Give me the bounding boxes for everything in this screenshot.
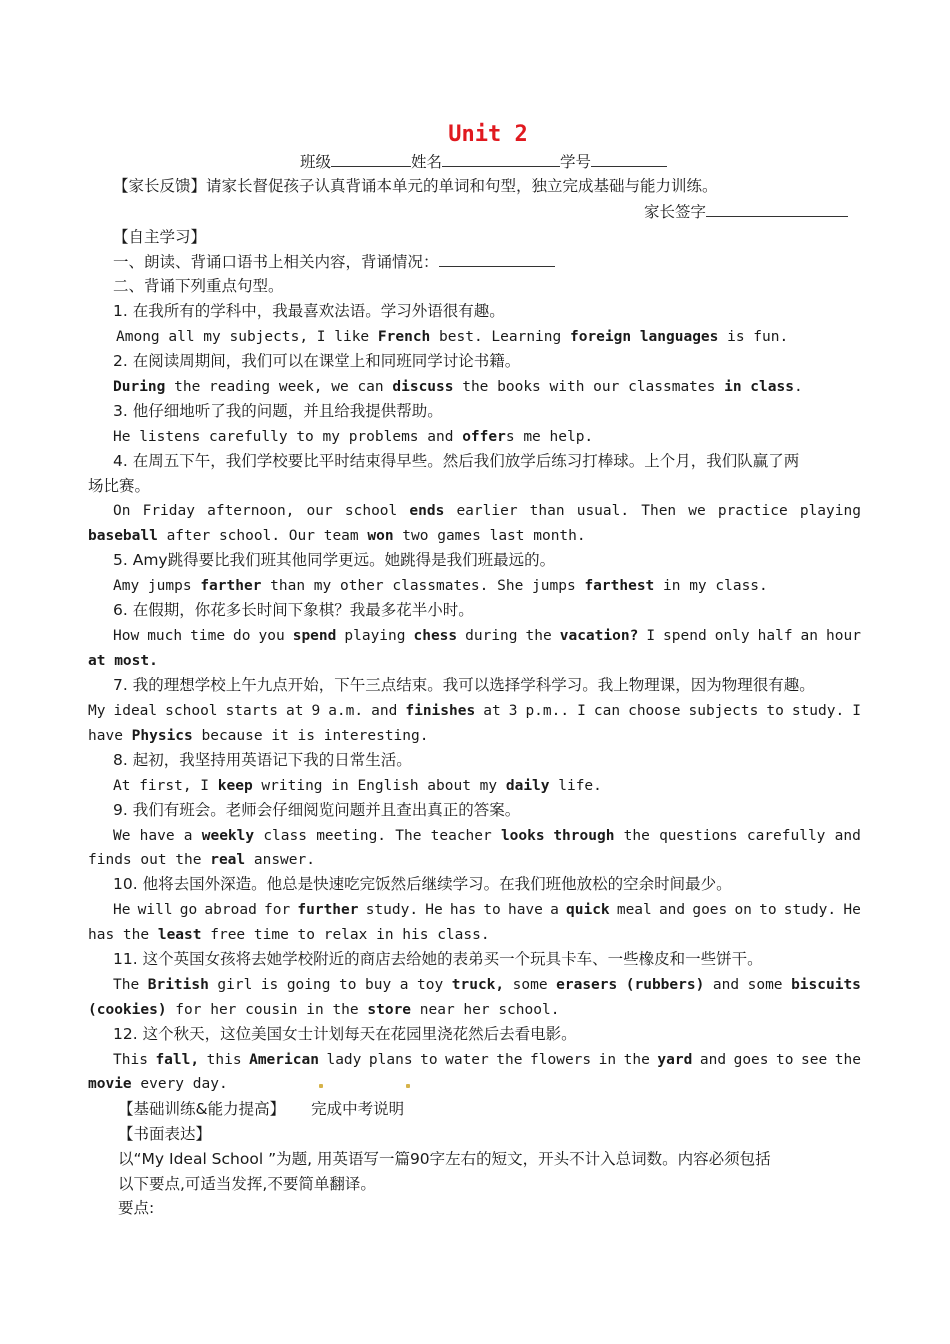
text-run: life. xyxy=(549,778,602,794)
word: much xyxy=(147,628,183,644)
text-run: best. Learning xyxy=(430,329,570,345)
sentence-3-english xyxy=(113,428,593,446)
word: the xyxy=(623,828,650,844)
word: flowers xyxy=(530,1052,592,1068)
sentence-2-chinese: 2. 在阅读周期间，我们可以在课堂上和同班同学讨论书籍。 xyxy=(113,352,521,370)
sentence-1-chinese: 1. 在我所有的学科中，我最喜欢法语。学习外语很有趣。 xyxy=(113,302,505,320)
word: can xyxy=(593,703,621,719)
key-word: in class xyxy=(724,379,794,395)
class-label: 班级 xyxy=(300,153,332,171)
word: and xyxy=(834,828,861,844)
text-run: Among all my subjects, I like xyxy=(116,329,378,345)
sentence-1-english xyxy=(116,328,788,346)
word: and xyxy=(712,977,740,993)
text-run: after school. Our team xyxy=(157,528,368,544)
key-word: During xyxy=(113,379,166,395)
parent-sign-line xyxy=(644,202,848,221)
word: class xyxy=(263,828,307,844)
text-run: than my other classmates. She jumps xyxy=(261,578,585,594)
word: ideal xyxy=(113,703,158,719)
word: study. xyxy=(365,902,419,918)
sentence-11-english-b xyxy=(88,1001,559,1019)
word: water xyxy=(445,1052,489,1068)
word: only xyxy=(714,628,750,644)
sentence-5-english xyxy=(113,577,768,595)
key-word: further xyxy=(297,902,359,918)
word: playing xyxy=(344,628,406,644)
marker-dot xyxy=(319,1084,323,1088)
word: a.m. xyxy=(328,703,364,719)
word: afternoon, xyxy=(207,503,295,519)
word: toy xyxy=(417,977,444,993)
key-word: truck, xyxy=(451,977,505,993)
word: at xyxy=(483,703,501,719)
word: a xyxy=(183,828,193,844)
sentence-10-chinese: 10. 他将去国外深造。他总是快速吃完饭然后继续学习。在我们班他放松的空余时间最少。 xyxy=(113,875,732,893)
key-word: French xyxy=(377,329,431,345)
sentence-7-english-a xyxy=(88,702,861,720)
word: our xyxy=(306,503,333,519)
key-word: looks through xyxy=(500,828,615,844)
key-word: (cookies) xyxy=(88,1002,167,1018)
word: He xyxy=(113,902,131,918)
word: choose xyxy=(628,703,681,719)
text-run: because it is interesting. xyxy=(192,728,429,744)
word: carefully xyxy=(746,828,826,844)
id-blank[interactable] xyxy=(591,152,667,167)
word: study. xyxy=(783,902,837,918)
sentence-11-english-a xyxy=(113,976,861,994)
word: goes xyxy=(733,1052,769,1068)
sentence-11-chinese: 11. 这个英国女孩将去她学校附近的商店去给她的表弟买一个玩具卡车、一些橡皮和一些饼干。 xyxy=(113,950,763,968)
text-run: . xyxy=(793,379,803,395)
sentence-8-english xyxy=(113,777,602,795)
sentence-12-english-a xyxy=(113,1051,861,1069)
self-study-item-1-text: 一、朗读、背诵口语书上相关内容，背诵情况： xyxy=(113,253,439,271)
word: meeting. xyxy=(316,828,387,844)
word: school xyxy=(344,503,398,519)
word: questions xyxy=(659,828,738,844)
word: The xyxy=(395,828,422,844)
self-study-heading: 【自主学习】 xyxy=(113,228,207,246)
word: starts xyxy=(225,703,278,719)
key-word: at most. xyxy=(88,653,158,669)
sentence-3-chinese: 3. 他仔细地听了我的问题，并且给我提供帮助。 xyxy=(113,402,443,420)
word: in xyxy=(598,1052,617,1068)
word: playing xyxy=(799,503,861,519)
word: How xyxy=(113,628,140,644)
word: is xyxy=(260,977,279,993)
key-word: biscuits xyxy=(791,977,861,993)
word: and xyxy=(371,703,398,719)
marker-dot xyxy=(406,1084,410,1088)
word: subjects xyxy=(688,703,759,719)
word: to xyxy=(339,977,357,993)
word: Friday xyxy=(142,503,195,519)
sentence-7-chinese: 7. 我的理想学校上午九点开始，下午三点结束。我可以选择学科学习。我上物理课，因为物理很有趣。 xyxy=(113,676,815,694)
sentence-5-chinese: 5. Amy跳得要比我们班其他同学更远。她跳得是我们班最远的。 xyxy=(113,551,556,569)
text-run: Amy jumps xyxy=(113,578,201,594)
word: at xyxy=(285,703,304,719)
training-text: 完成中考说明 xyxy=(311,1100,405,1118)
word: to xyxy=(483,902,501,918)
key-word: discuss xyxy=(392,379,454,395)
word: lady xyxy=(326,1052,362,1068)
word: teacher xyxy=(430,828,492,844)
text-run: the books with our classmates xyxy=(453,379,725,395)
word: meal xyxy=(616,902,652,918)
key-word: movie xyxy=(88,1076,132,1092)
word: will xyxy=(137,902,173,918)
word: on xyxy=(734,902,752,918)
key-word: least xyxy=(157,927,202,943)
word: do xyxy=(233,628,251,644)
word: I xyxy=(852,703,861,719)
key-word: quick xyxy=(566,902,610,918)
word: some xyxy=(512,977,548,993)
key-word: finishes xyxy=(405,703,476,719)
text-run: is fun. xyxy=(718,329,789,345)
word: this xyxy=(206,1052,242,1068)
word: 3 xyxy=(508,703,518,719)
word: goes xyxy=(692,902,728,918)
text-run: the reading week, we can xyxy=(165,379,393,395)
key-word: (rubbers) xyxy=(625,977,705,993)
word: We xyxy=(113,828,131,844)
word: than xyxy=(529,503,565,519)
word: the xyxy=(496,1052,523,1068)
key-word: vacation? xyxy=(559,628,639,644)
word: the xyxy=(834,1052,861,1068)
text-run: finds out the xyxy=(88,852,211,868)
word: we xyxy=(688,503,706,519)
word: p.m.. xyxy=(525,703,570,719)
sentence-4-chinese-a: 4. 在周五下午，我们学校要比平时结束得早些。然后我们放学后练习打棒球。上个月，我们队赢了两 xyxy=(113,452,800,470)
name-blank[interactable] xyxy=(442,152,560,167)
key-word: yard xyxy=(657,1052,693,1068)
text-run: He listens carefully to my problems and xyxy=(113,429,463,445)
word: has xyxy=(449,902,477,918)
page-title: Unit 2 xyxy=(448,122,528,147)
sentence-10-english-a xyxy=(113,901,861,919)
word: earlier xyxy=(456,503,518,519)
word: hour xyxy=(826,628,861,644)
text-run: two games last month. xyxy=(393,528,586,544)
class-blank[interactable] xyxy=(331,152,411,167)
key-word: farthest xyxy=(584,578,655,594)
key-word: farther xyxy=(200,578,262,594)
text-run: s me help. xyxy=(505,429,594,445)
text-run: for her cousin in the xyxy=(166,1002,368,1018)
key-word: weekly xyxy=(201,828,255,844)
word: to xyxy=(776,1052,794,1068)
key-word: foreign languages xyxy=(569,329,719,345)
word: and xyxy=(658,902,686,918)
word: The xyxy=(113,977,140,993)
key-word: daily xyxy=(505,778,550,794)
key-word: American xyxy=(249,1052,319,1068)
word: girl xyxy=(217,977,253,993)
key-word: British xyxy=(147,977,209,993)
word: 9 xyxy=(311,703,321,719)
writing-heading: 【书面表达】 xyxy=(118,1125,212,1143)
sentence-4-english-b xyxy=(88,527,586,545)
sentence-9-chinese: 9. 我们有班会。老师会仔细阅览问题并且查出真正的答案。 xyxy=(113,801,521,819)
word: have xyxy=(507,902,543,918)
sentence-10-english-b xyxy=(88,926,490,944)
word: This xyxy=(113,1052,148,1068)
word: some xyxy=(747,977,783,993)
word: He xyxy=(425,902,443,918)
name-label: 姓名 xyxy=(411,153,443,171)
word: have xyxy=(139,828,175,844)
key-word: baseball xyxy=(88,528,158,544)
text-run: writing in English about my xyxy=(252,778,506,794)
sentence-9-english-a xyxy=(113,827,861,845)
word: On xyxy=(113,503,131,519)
word: study. xyxy=(791,703,845,719)
word: practice xyxy=(717,503,788,519)
word: for xyxy=(264,902,291,918)
word: the xyxy=(525,628,552,644)
word: time xyxy=(190,628,226,644)
text-run: in my class. xyxy=(654,578,768,594)
word: to xyxy=(420,1052,438,1068)
word: a xyxy=(550,902,559,918)
text-run: has the xyxy=(88,927,158,943)
word: the xyxy=(623,1052,650,1068)
word: spend xyxy=(663,628,707,644)
word: a xyxy=(399,977,409,993)
key-word: real xyxy=(210,852,246,868)
word: going xyxy=(286,977,331,993)
sentence-4-english-a xyxy=(113,502,861,520)
word: He xyxy=(843,902,861,918)
parent-sign-blank[interactable] xyxy=(706,202,848,217)
word: and xyxy=(699,1052,727,1068)
word: plans xyxy=(368,1052,413,1068)
word: abroad xyxy=(204,902,257,918)
key-word: chess xyxy=(413,628,458,644)
sentence-4-chinese-b: 场比赛。 xyxy=(88,477,151,495)
key-word: offer xyxy=(462,429,506,445)
word: an xyxy=(800,628,819,644)
word: buy xyxy=(365,977,392,993)
text-run: every day. xyxy=(131,1076,228,1092)
word: go xyxy=(179,902,198,918)
word: school xyxy=(165,703,218,719)
sentence-6-english-a xyxy=(113,627,861,645)
word: I xyxy=(577,703,586,719)
id-label: 学号 xyxy=(560,153,592,171)
training-line xyxy=(118,1100,404,1118)
sentence-12-english-b xyxy=(88,1075,228,1093)
key-word: Physics xyxy=(131,728,193,744)
sentence-9-english-b xyxy=(88,851,315,869)
self-study-item-2: 二、背诵下列重点句型。 xyxy=(113,277,284,295)
text-run: At first, I xyxy=(113,778,218,794)
sentence-12-chinese: 12. 这个秋天，这位美国女士计划每天在花园里浇花然后去看电影。 xyxy=(113,1025,577,1043)
parent-sign-label: 家长签字 xyxy=(644,203,707,221)
word: My xyxy=(88,703,106,719)
key-word: ends xyxy=(409,503,445,519)
word: see xyxy=(801,1052,828,1068)
key-word: won xyxy=(367,528,394,544)
student-info-line xyxy=(300,152,667,171)
word: during xyxy=(465,628,518,644)
text-run: have xyxy=(88,728,132,744)
word: usual. xyxy=(576,503,630,519)
key-word: keep xyxy=(217,778,253,794)
word: Then xyxy=(641,503,677,519)
key-word: store xyxy=(367,1002,412,1018)
word: you xyxy=(258,628,285,644)
points-label: 要点: xyxy=(118,1199,155,1217)
key-word: fall, xyxy=(155,1052,200,1068)
word xyxy=(409,502,444,520)
writing-prompt-b: 以下要点,可适当发挥,不要简单翻译。 xyxy=(118,1175,376,1193)
text-run: near her school. xyxy=(411,1002,560,1018)
word: to xyxy=(759,902,777,918)
word: half xyxy=(757,628,793,644)
key-word: spend xyxy=(292,628,337,644)
parent-feedback: 【家长反馈】请家长督促孩子认真背诵本单元的单词和句型，独立完成基础与能力训练。 xyxy=(113,177,718,195)
word: I xyxy=(646,628,656,644)
self-study-item-1 xyxy=(113,252,555,271)
sentence-8-chinese: 8. 起初，我坚持用英语记下我的日常生活。 xyxy=(113,751,412,769)
sentence-7-english-b xyxy=(88,727,428,745)
text-run: free time to relax in his class. xyxy=(201,927,490,943)
writing-prompt-a: 以“My Ideal School ”为题, 用英语写一篇90字左右的短文，开头不计入总词数。内容必须包括 xyxy=(118,1150,771,1168)
word: to xyxy=(766,703,784,719)
key-word: erasers xyxy=(556,977,618,993)
recite-status-blank[interactable] xyxy=(439,252,555,267)
training-heading: 【基础训练&能力提高】 xyxy=(118,1100,286,1118)
sentence-2-english xyxy=(113,378,803,396)
sentence-6-chinese: 6. 在假期，你花多长时间下象棋？我最多花半小时。 xyxy=(113,601,474,619)
text-run: answer. xyxy=(245,852,315,868)
sentence-6-english-b xyxy=(88,652,158,670)
